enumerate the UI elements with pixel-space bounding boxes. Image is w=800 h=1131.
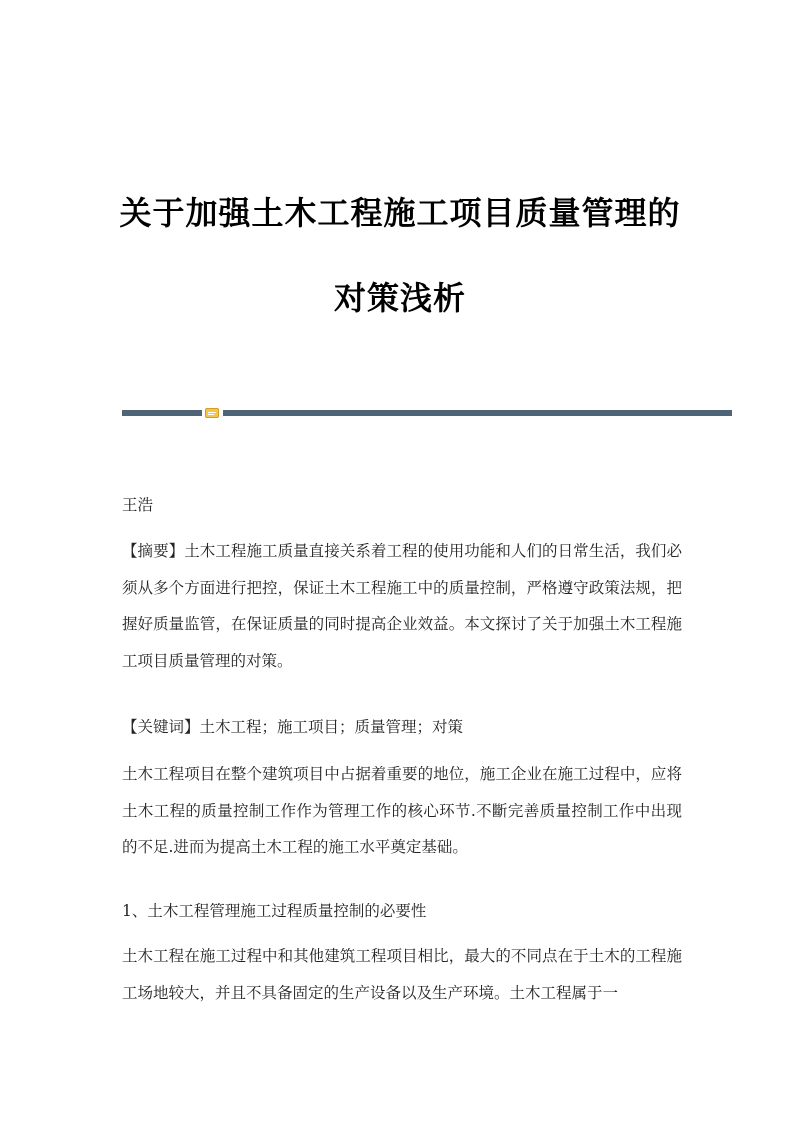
section-heading-1: 1、土木工程管理施工过程质量控制的必要性 bbox=[122, 902, 427, 920]
document-title-line-2: 对策浅析 bbox=[333, 279, 466, 317]
section-1-paragraph: 土木工程在施工过程中和其他建筑工程项目相比，最大的不同点在于土木的工程施工场地较大，并且不具备固定的生产设备以及生产环境。土木工程属于一 bbox=[122, 947, 682, 1002]
intro-paragraph: 土木工程项目在整个建筑项目中占据着重要的地位，施工企业在施工过程中，应将土木工程的质量控制工作作为管理工作的核心环节.不斷完善质量控制工作中出现的不足.进而为提高土木工程的施工水平奠定基础。 bbox=[122, 765, 682, 856]
keywords-line: 【关键词】土木工程；施工项目；质量管理；对策 bbox=[122, 718, 464, 736]
document-title-line-1: 关于加强土木工程施工项目质量管理的 bbox=[119, 194, 681, 232]
title-divider bbox=[122, 408, 732, 416]
abstract-paragraph: 【摘要】土木工程施工质量直接关系着工程的使用功能和人们的日常生活，我们必须从多个方面进行把控，保证土木工程施工中的质量控制，严格遵守政策法规，把握好质量监管，在保证质量的同时提高企业效益。本文探讨了关于加强土木工程施工项目质量管理的对策。 bbox=[122, 542, 682, 670]
author-name: 王浩 bbox=[122, 496, 154, 514]
divider-bar-right bbox=[223, 410, 732, 416]
divider-bar-left bbox=[122, 410, 202, 416]
document-badge-icon bbox=[205, 408, 219, 418]
